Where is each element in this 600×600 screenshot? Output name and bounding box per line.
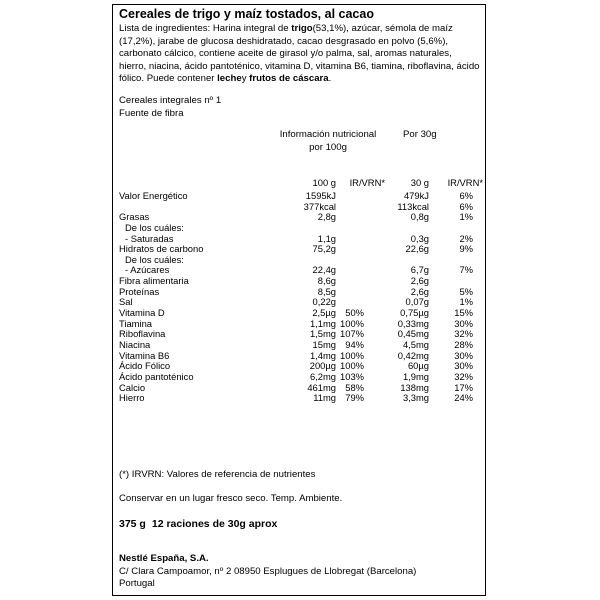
col-100g: 100 g xyxy=(312,177,336,188)
irvrn-100g: 100% xyxy=(340,317,364,329)
irvrn-100g: 94% xyxy=(345,338,364,350)
nutrient-name: Vitamina D xyxy=(119,307,165,319)
irvrn-30g: 1% xyxy=(459,211,473,223)
value-100g: 0,22g xyxy=(312,296,336,308)
nutrient-name: - Saturadas xyxy=(125,232,174,244)
nutrition-rows xyxy=(119,191,481,404)
irvrn-30g: 1% xyxy=(459,296,473,308)
company-address: C/ Clara Campoamor, nº 2 08950 Esplugues de Llobregat (Barcelona) xyxy=(119,565,417,577)
value-30g: 60µg xyxy=(407,360,429,372)
product-title: Cereales de trigo y maíz tostados, al cacao xyxy=(119,7,374,21)
value-100g: 2,8g xyxy=(317,211,336,223)
value-100g: 2,5µg xyxy=(312,307,336,319)
value-30g: 2,6g xyxy=(410,275,429,287)
nutrient-name: - Azúcares xyxy=(125,264,170,276)
value-100g: 6,2mg xyxy=(309,370,336,382)
value-30g: 22,6g xyxy=(405,243,429,255)
col-irvrn-30: IR/VRN* xyxy=(447,177,483,188)
ingredients-text-3: y xyxy=(241,73,250,85)
allergen-frutos: frutos de cáscara xyxy=(249,73,329,85)
value-100g: 1,1g xyxy=(317,232,336,244)
ingredients-text-4: . xyxy=(328,73,332,85)
irvrn-100g: 58% xyxy=(345,381,364,393)
nutrient-name: Tiamina xyxy=(119,317,152,329)
irvrn-30g: 9% xyxy=(459,243,473,255)
ingredients-list xyxy=(119,23,481,86)
value-30g: 0,3g xyxy=(410,232,429,244)
irvrn-30g: 5% xyxy=(459,285,473,297)
weight-value: 375 g xyxy=(119,518,146,530)
nutrition-row xyxy=(119,372,481,383)
header-per-30g: Por 30g xyxy=(403,129,437,140)
value-30g: 4,5mg xyxy=(402,338,429,350)
value-30g: 0,8g xyxy=(410,211,429,223)
value-100g: 1595kJ xyxy=(305,190,336,201)
value-100g: 1,1mg xyxy=(309,317,336,329)
irvrn-30g: 15% xyxy=(454,307,473,319)
nutrient-name: Proteínas xyxy=(119,285,160,297)
value-100g: 461mg xyxy=(307,381,336,393)
irvrn-100g: 50% xyxy=(345,307,364,319)
value-30g: 0,45mg xyxy=(397,328,429,340)
value-100g: 8,6g xyxy=(317,275,336,287)
company-country: Portugal xyxy=(119,578,155,590)
irvrn-30g: 28% xyxy=(454,338,473,350)
irvrn-30g: 32% xyxy=(454,370,473,382)
nutrient-name: Ácido Fólico xyxy=(119,360,171,372)
value-100g: 15mg xyxy=(312,338,336,350)
nutrient-name: Ácido pantoténico xyxy=(119,370,194,382)
nutrition-row xyxy=(119,223,481,234)
value-100g: 22,4g xyxy=(312,264,336,276)
irvrn-30g: 6% xyxy=(459,200,473,212)
footnote: (*) IRVRN: Valores de referencia de nutrientes xyxy=(119,469,316,480)
value-30g: 0,75µg xyxy=(400,307,429,319)
nutrient-name: Hierro xyxy=(119,392,145,404)
nutrient-name: Fibra alimentaria xyxy=(119,275,189,287)
value-30g: 1,9mg xyxy=(402,370,429,382)
value-30g: 6,7g xyxy=(410,264,429,276)
irvrn-30g: 17% xyxy=(454,381,473,393)
irvrn-30g: 7% xyxy=(459,264,473,276)
nutrition-row xyxy=(119,340,481,351)
irvrn-30g: 32% xyxy=(454,328,473,340)
value-30g: 479kJ xyxy=(403,190,429,201)
claim-integral: Cereales integrales nº 1 xyxy=(119,95,222,106)
irvrn-30g: 30% xyxy=(454,349,473,361)
header-per-100g-line1: Información nutricional xyxy=(279,129,377,140)
irvrn-30g: 6% xyxy=(459,190,473,201)
irvrn-100g: 100% xyxy=(340,360,364,372)
value-30g: 3,3mg xyxy=(402,392,429,404)
irvrn-100g: 100% xyxy=(340,349,364,361)
value-30g: 0,07g xyxy=(405,296,429,308)
net-weight xyxy=(119,518,283,530)
nutrient-name: Hidratos de carbono xyxy=(119,243,204,255)
nutrition-table xyxy=(119,178,481,404)
nutrient-name: De los cuáles: xyxy=(125,221,184,233)
allergen-leche: leche xyxy=(217,73,242,85)
claim-fibra: Fuente de fibra xyxy=(119,107,184,119)
header-per-100g-line2: por 100g xyxy=(309,141,347,153)
nutrition-row xyxy=(119,393,481,404)
header-per-100g xyxy=(273,129,383,154)
value-30g: 113kcal xyxy=(397,200,429,212)
value-100g: 75,2g xyxy=(312,243,336,255)
ingredients-text-2: (53,1%), azúcar, sémola de maíz (17,2%), jarabe de glucosa deshidratado, cacao desgrasado en polvo (5,6%), carbonato cálcico, contiene aceite de girasol y/o palma, sal, aromas naturales, hierro, niacina, ácido pantoténico, vitamina D, vitamina B6, tiamina, riboflavina, ácido fólico. Puede contener xyxy=(119,23,480,85)
irvrn-30g: 30% xyxy=(454,360,473,372)
col-30g: 30 g xyxy=(410,177,429,188)
irvrn-30g: 24% xyxy=(454,392,473,404)
ingredients-text-1: Lista de ingredientes: Harina integral de xyxy=(119,23,292,34)
nutrient-name: Calcio xyxy=(119,381,146,393)
col-irvrn-100: IR/VRN* xyxy=(349,177,385,188)
nutrition-label xyxy=(112,4,486,596)
value-30g: 0,42mg xyxy=(397,349,429,361)
irvrn-100g: 103% xyxy=(340,370,364,382)
nutrient-name: De los cuáles: xyxy=(125,253,184,265)
irvrn-100g: 107% xyxy=(340,328,364,340)
value-100g: 200µg xyxy=(309,360,336,372)
value-100g: 1,4mg xyxy=(309,349,336,361)
allergen-trigo: trigo xyxy=(291,23,313,34)
nutrient-name: Niacina xyxy=(119,338,151,350)
irvrn-30g: 30% xyxy=(454,317,473,329)
value-100g: 377kcal xyxy=(303,200,336,212)
nutrient-name: Grasas xyxy=(119,211,150,223)
storage-note: Conservar en un lugar fresco seco. Temp. Ambiente. xyxy=(119,493,343,504)
value-30g: 2,6g xyxy=(410,285,429,297)
nutrient-name: Riboflavina xyxy=(119,328,166,340)
company-info xyxy=(119,553,416,591)
company-name: Nestlé España, S.A. xyxy=(119,553,209,564)
value-100g: 1,5mg xyxy=(309,328,336,340)
value-100g: 8,5g xyxy=(317,285,336,297)
nutrient-name: Vitamina B6 xyxy=(119,349,170,361)
portions: 12 raciones de 30g aprox xyxy=(151,518,278,530)
irvrn-100g: 79% xyxy=(345,392,364,404)
nutrient-name: Valor Energético xyxy=(119,190,188,201)
nutrient-name: Sal xyxy=(119,296,133,308)
value-30g: 0,33mg xyxy=(397,317,429,329)
irvrn-30g: 2% xyxy=(459,232,473,244)
value-100g: 11mg xyxy=(313,392,336,404)
claims xyxy=(119,95,221,120)
value-30g: 138mg xyxy=(400,381,429,393)
